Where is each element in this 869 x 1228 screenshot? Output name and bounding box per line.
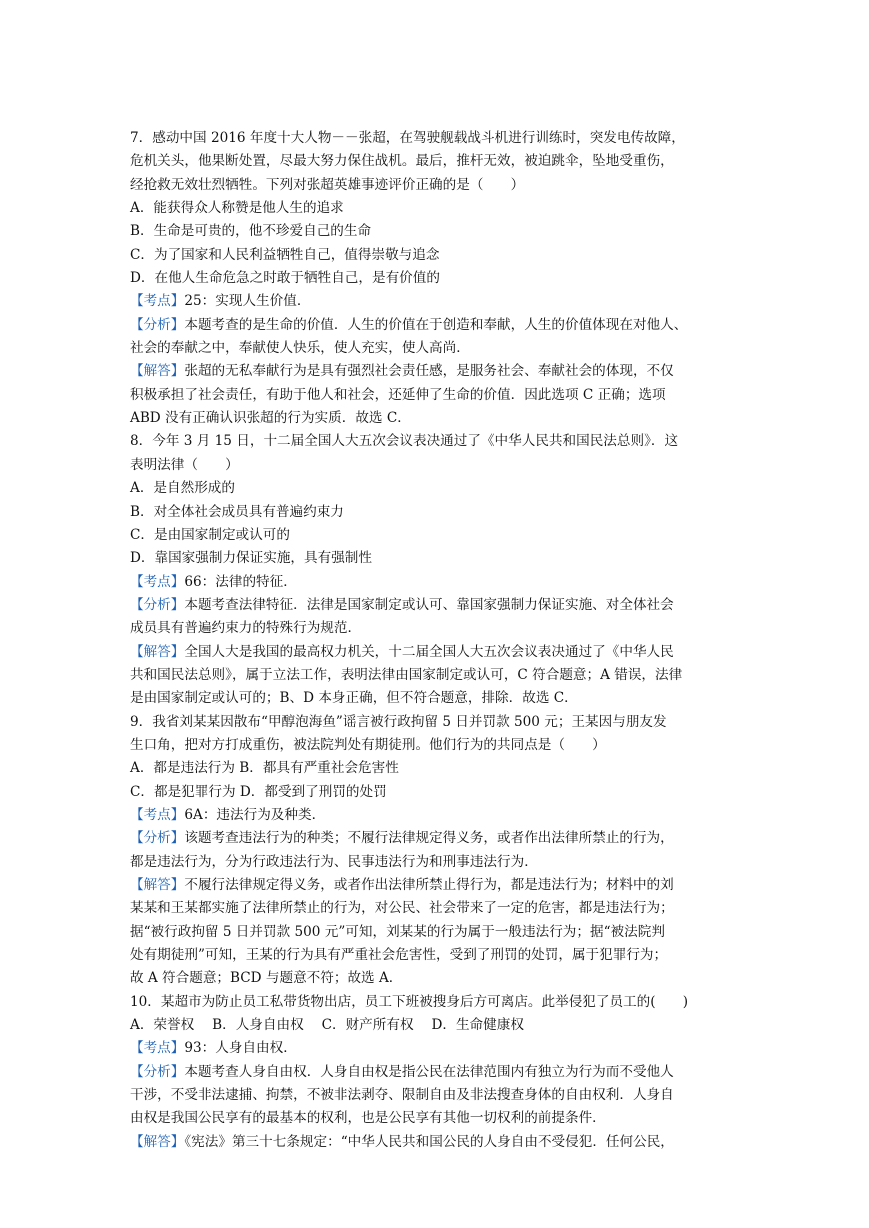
section-tag: 【考点】	[130, 293, 185, 310]
section-tag: 【解答】	[130, 363, 185, 380]
text-line	[130, 687, 740, 710]
section-tag: 【分析】	[130, 1063, 185, 1080]
text-line	[130, 290, 740, 313]
section-tag: 【解答】	[130, 643, 185, 660]
text-line	[130, 944, 740, 967]
text-line	[130, 314, 740, 337]
line-text: 故 A 符合题意；BCD 与题意不符；故选 A．	[130, 970, 403, 987]
section-tag: 【考点】	[130, 1040, 185, 1057]
line-text: 本题考查法律特征．法律是国家制定或认可、靠国家强制力保证实施、对全体社会	[184, 596, 674, 613]
text-line	[130, 547, 740, 570]
text-line	[130, 921, 740, 944]
text-line	[130, 524, 740, 547]
text-line	[130, 501, 740, 524]
text-line	[130, 897, 740, 920]
line-text: 都是违法行为，分为行政违法行为、民事违法行为和刑事违法行为．	[130, 853, 538, 870]
line-text: A．荣誉权 B．人身自由权 C．财产所有权 D．生命健康权	[130, 1017, 524, 1034]
text-line	[130, 220, 740, 243]
line-text: 生口角，把对方打成重伤，被法院判处有期徒刑。他们行为的共同点是（ ）	[130, 736, 606, 753]
line-text: 不履行法律规定得义务，或者作出法律所禁止得行为，都是违法行为；材料中的刘	[184, 877, 674, 893]
section-tag: 【解答】	[130, 1133, 185, 1150]
text-line	[130, 174, 740, 197]
text-line	[130, 1014, 740, 1037]
line-text: 全国人大是我国的最高权力机关，十二届全国人大五次会议表决通过了《中华人民	[184, 643, 674, 660]
text-line	[130, 337, 740, 360]
document-page	[130, 127, 740, 1154]
text-line	[130, 851, 740, 874]
text-line	[130, 244, 740, 267]
line-text: 本题考查的是生命的价值．人生的价值在于创造和奉献，人生的价值体现在对他人、	[184, 316, 688, 333]
text-line	[130, 454, 740, 477]
section-tag: 【分析】	[130, 596, 185, 613]
text-line	[130, 477, 740, 500]
text-line	[130, 734, 740, 757]
line-text: 《宪法》第三十七条规定：“中华人民共和国公民的人身自由不受侵犯．任何公民，	[184, 1133, 674, 1150]
line-text: 积极承担了社会责任，有助于他人和社会，还延伸了生命的价值．因此选项 C 正确；选项	[130, 386, 666, 403]
line-text: 由权是我国公民享有的最基本的权利，也是公民享有其他一切权利的前提条件．	[130, 1110, 606, 1127]
line-text: 某某和王某都实施了法律所禁止的行为，对公民、社会带来了一定的危害，都是违法行为；	[130, 900, 674, 917]
line-text: C．都是犯罪行为 D．都受到了刑罚的处罚	[130, 783, 387, 800]
text-line	[130, 1037, 740, 1060]
line-text: 干涉，不受非法逮捕、拘禁，不被非法剥夺、限制自由及非法搜查身体的自由权利．人身自	[130, 1087, 674, 1104]
text-line	[130, 571, 740, 594]
text-line	[130, 804, 740, 827]
line-text: 表明法律（ ）	[130, 456, 239, 473]
section-tag: 【考点】	[130, 806, 185, 823]
text-line	[130, 827, 740, 850]
line-text: 该题考查违法行为的种类；不履行法律规定得义务，或者作出法律所禁止的行为，	[184, 830, 674, 847]
text-line	[130, 360, 740, 383]
text-line	[130, 641, 740, 664]
text-line	[130, 664, 740, 687]
text-line	[130, 757, 740, 780]
line-text: A．是自然形成的	[130, 480, 235, 497]
line-text: C．是由国家制定或认可的	[130, 526, 290, 543]
section-tag: 【解答】	[130, 877, 185, 893]
line-text: B．对全体社会成员具有普遍约束力	[130, 503, 344, 520]
text-line	[130, 967, 740, 990]
text-line	[130, 150, 740, 173]
section-tag: 【考点】	[130, 573, 185, 590]
line-text: A．都是违法行为 B．都具有严重社会危害性	[130, 760, 399, 777]
text-line	[130, 384, 740, 407]
text-line	[130, 781, 740, 804]
line-text: 9．我省刘某某因散布“甲醇泡海鱼”谣言被行政拘留 5 日并罚款 500 元；王某因与朋友发	[130, 713, 667, 730]
line-text: 是由国家制定或认可的；B、D 本身正确，但不符合题意，排除．故选 C．	[130, 690, 578, 707]
line-text: B．生命是可贵的，他不珍爱自己的生命	[130, 223, 372, 240]
text-line	[130, 127, 740, 150]
text-line	[130, 197, 740, 220]
line-text: 共和国民法总则》，属于立法工作，表明法律由国家制定或认可，C 符合题意；A 错误，法律	[130, 666, 683, 683]
line-text: 7．感动中国 2016 年度十大人物－－张超，在驾驶舰载战斗机进行训练时，突发电传故障，	[130, 130, 685, 146]
line-text: 本题考查人身自由权．人身自由权是指公民在法律范围内有独立为行为而不受他人	[184, 1063, 674, 1080]
text-line	[130, 1061, 740, 1084]
text-line	[130, 991, 740, 1014]
text-line	[130, 407, 740, 430]
text-line	[130, 267, 740, 290]
line-text: 经抢救无效壮烈牺牲。下列对张超英雄事迹评价正确的是（ ）	[130, 176, 525, 193]
line-text: D．靠国家强制力保证实施，具有强制性	[130, 550, 372, 567]
line-text: 成员具有普遍约束力的特殊行为规范．	[130, 620, 362, 637]
line-text: D．在他人生命危急之时敢于牺牲自己，是有价值的	[130, 270, 440, 287]
line-text: ABD 没有正确认识张超的行为实质．故选 C．	[130, 410, 411, 427]
line-text: 处有期徒刑”可知，王某的行为具有严重社会危害性，受到了刑罚的处罚，属于犯罪行为；	[130, 947, 668, 964]
line-text: 6A：违法行为及种类．	[184, 806, 326, 823]
line-text: 66：法律的特征．	[184, 573, 297, 590]
text-line	[130, 1084, 740, 1107]
text-line	[130, 711, 740, 734]
section-tag: 【分析】	[130, 830, 185, 847]
line-text: 93：人身自由权．	[184, 1040, 297, 1057]
text-line	[130, 430, 740, 453]
line-text: C．为了国家和人民利益牺牲自己，值得崇敬与追念	[130, 246, 440, 263]
text-line	[130, 874, 740, 897]
text-line	[130, 617, 740, 640]
line-text: 8．今年 3 月 15 日，十二届全国人大五次会议表决通过了《中华人民共和国民法总则》．这	[130, 433, 679, 450]
text-line	[130, 594, 740, 617]
line-text: 社会的奉献之中，奉献使人快乐，使人充实，使人高尚．	[130, 340, 470, 357]
line-text: 25：实现人生价值．	[184, 293, 311, 310]
line-text: 张超的无私奉献行为是具有强烈社会责任感，是服务社会、奉献社会的体现，不仅	[184, 363, 674, 380]
line-text: 据“被行政拘留 5 日并罚款 500 元”可知，刘某某的行为属于一般违法行为；据“被法院判	[130, 923, 665, 940]
line-text: 10．某超市为防止员工私带货物出店，员工下班被搜身后方可离店。此举侵犯了员工的( )	[130, 993, 689, 1010]
text-line	[130, 1131, 740, 1154]
line-text: A．能获得众人称赞是他人生的追求	[130, 200, 344, 217]
line-text: 危机关头，他果断处置，尽最大努力保住战机。最后，推杆无效，被迫跳伞，坠地受重伤，	[130, 153, 674, 170]
text-line	[130, 1107, 740, 1130]
section-tag: 【分析】	[130, 316, 185, 333]
